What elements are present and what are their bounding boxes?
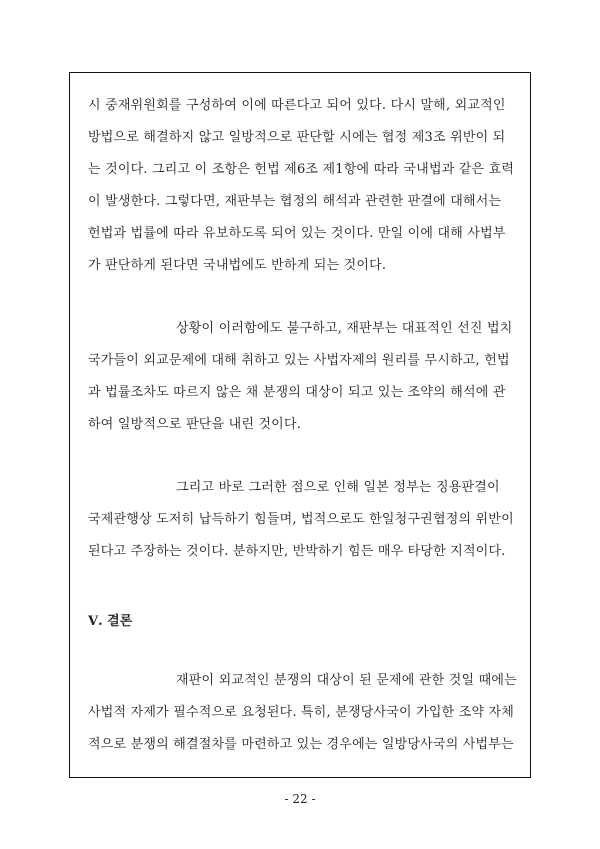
text-line: 된다고 주장하는 것이다. 분하지만, 반박하기 힘든 매우 타당한 지적이다. bbox=[88, 544, 506, 559]
text-line: 이 발생한다. 그렇다면, 재판부는 협정의 해석과 관련한 판결에 대해서는 bbox=[88, 194, 502, 209]
text-line: 국제관행상 도저히 납득하기 힘들며, 법적으로도 한일청구권협정의 위반이 bbox=[88, 512, 514, 527]
text-line: 과 법률조차도 따르지 않은 채 분쟁의 대상이 되고 있는 조약의 해석에 관 bbox=[88, 385, 506, 400]
text-line: 그리고 바로 그러한 점으로 인해 일본 정부는 징용판결이 bbox=[176, 480, 500, 495]
text-line: 는 것이다. 그리고 이 조항은 헌법 제6조 제1항에 따라 국내법과 같은 효력 bbox=[88, 162, 515, 177]
section-heading: Ⅴ. 결론 bbox=[88, 614, 133, 629]
text-line: 헌법과 법률에 따라 유보하도록 되어 있는 것이다. 만일 이에 대해 사법부 bbox=[88, 226, 506, 241]
text-line: 상황이 이러함에도 불구하고, 재판부는 대표적인 선진 법치 bbox=[176, 321, 513, 336]
text-line: 국가들이 외교문제에 대해 취하고 있는 사법자제의 원리를 무시하고, 헌법 bbox=[88, 353, 510, 368]
text-line: 사법적 자제가 필수적으로 요청된다. 특히, 분쟁당사국이 가입한 조약 자체 bbox=[88, 705, 515, 720]
text-line: 하여 일방적으로 판단을 내린 것이다. bbox=[88, 417, 302, 432]
text-line: 방법으로 해결하지 않고 일방적으로 판단할 시에는 협정 제3조 위반이 되 bbox=[88, 130, 506, 145]
text-line: 적으로 분쟁의 해결절차를 마련하고 있는 경우에는 일방당사국의 사법부는 bbox=[88, 737, 514, 752]
text-line: 재판이 외교적인 분쟁의 대상이 된 문제에 관한 것일 때에는 bbox=[176, 673, 517, 688]
text-line: 시 중재위원회를 구성하여 이에 따른다고 되어 있다. 다시 말해, 외교적인 bbox=[88, 98, 506, 113]
page-number: - 22 - bbox=[284, 792, 316, 806]
text-line: 가 판단하게 된다면 국내법에도 반하게 되는 것이다. bbox=[88, 258, 387, 273]
